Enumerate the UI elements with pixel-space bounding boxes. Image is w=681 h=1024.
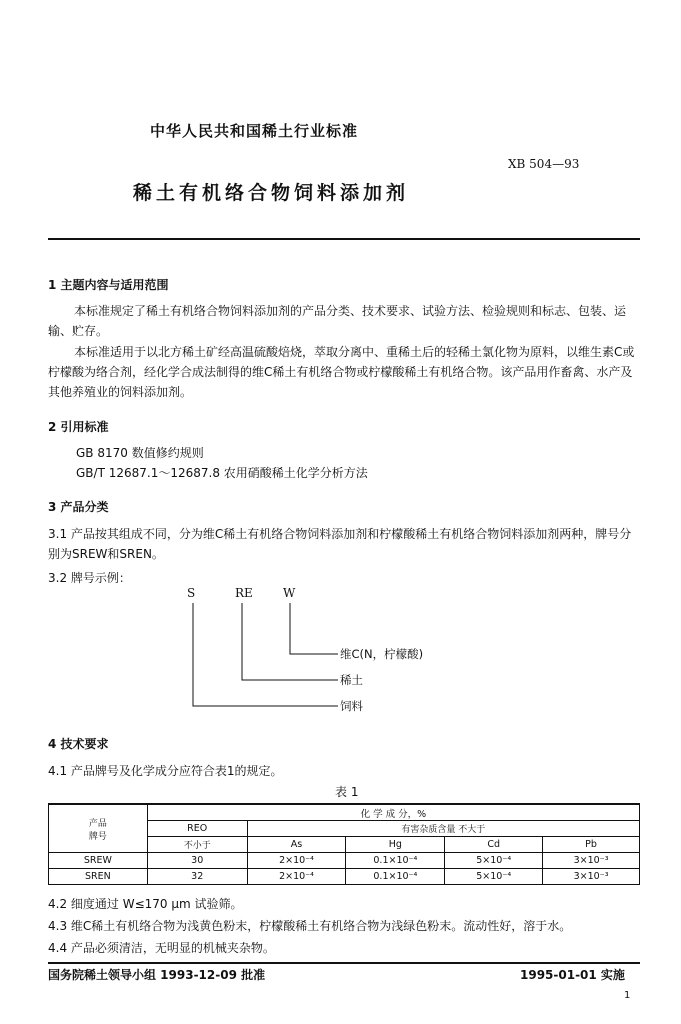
document-title: 稀土有机络合物饲料添加剂 bbox=[133, 182, 410, 204]
as-header: As bbox=[247, 837, 346, 853]
table-row bbox=[49, 869, 640, 885]
pb-cell: 3×10⁻³ bbox=[543, 853, 640, 869]
grade-label-s: 饲料 bbox=[340, 699, 363, 713]
table-caption: 表 1 bbox=[335, 785, 359, 799]
impurity-header: 有害杂质含量 不大于 bbox=[247, 821, 639, 837]
section-3-2-text: 3.2 牌号示例： bbox=[48, 571, 131, 585]
grade-label-w: 维C(N，柠檬酸) bbox=[340, 647, 424, 661]
table-row bbox=[49, 853, 640, 869]
pb-header: Pb bbox=[543, 837, 640, 853]
grade-label-re: 稀土 bbox=[340, 673, 363, 687]
hg-header: Hg bbox=[346, 837, 445, 853]
reo-header: REO bbox=[147, 821, 247, 837]
not-less-than-header: 不小于 bbox=[147, 837, 247, 853]
cd-cell: 5×10⁻⁴ bbox=[445, 853, 543, 869]
section-4-3-text: 4.3 维C稀土有机络合物为浅黄色粉末，柠檬酸稀土有机络合物为浅绿色粉末。流动性好，溶于水。 bbox=[48, 919, 572, 933]
product-header: 产品 bbox=[88, 818, 107, 829]
hg-cell: 0.1×10⁻⁴ bbox=[346, 853, 445, 869]
standard-code: XB 504—93 bbox=[508, 157, 580, 171]
reference-gbt12687: GB/T 12687.1～12687.8 农用硝酸稀土化学分析方法 bbox=[76, 466, 368, 480]
grade-letter-s: S bbox=[187, 586, 196, 600]
approval-line: 国务院稀土领导小组 1993-12-09 批准 bbox=[48, 968, 266, 982]
org-title: 中华人民共和国稀土行业标准 bbox=[150, 122, 359, 140]
hg-cell: 0.1×10⁻⁴ bbox=[346, 869, 445, 885]
page-number: 1 bbox=[624, 990, 631, 1001]
cd-cell: 5×10⁻⁴ bbox=[445, 869, 543, 885]
product-grade-header bbox=[49, 805, 148, 853]
section-1-paragraph-2: 本标准适用于以北方稀土矿经高温硫酸焙烧，萃取分离中、重稀土后的轻稀土氯化物为原料，以维生素C或柠檬酸为络合剂，经化学合成法制得的维C稀土有机络合物或柠檬酸稀土有机络合物。该产品用作畜禽、水产及其他养殖业的饲料添加剂。 bbox=[48, 345, 635, 399]
section-3-heading: 3 产品分类 bbox=[48, 500, 109, 514]
as-cell: 2×10⁻⁴ bbox=[247, 869, 346, 885]
cd-header: Cd bbox=[445, 837, 543, 853]
footer-rule bbox=[48, 962, 640, 964]
reference-gb8170: GB 8170 数值修约规则 bbox=[76, 446, 204, 460]
reo-cell: 30 bbox=[147, 853, 247, 869]
section-3-1-text: 3.1 产品按其组成不同，分为维C稀土有机络合物饲料添加剂和柠檬酸稀土有机络合物饲料添加剂两种，牌号分别为SREW和SREN。 bbox=[48, 527, 632, 561]
grade-letter-re: RE bbox=[235, 586, 253, 600]
effective-date: 1995-01-01 实施 bbox=[520, 968, 625, 982]
section-4-4-text: 4.4 产品必须清洁，无明显的机械夹杂物。 bbox=[48, 941, 275, 955]
grade-header: 牌号 bbox=[88, 831, 107, 842]
reo-cell: 32 bbox=[147, 869, 247, 885]
section-2-heading: 2 引用标准 bbox=[48, 420, 109, 434]
grade-cell: SREN bbox=[49, 869, 148, 885]
grade-cell: SREW bbox=[49, 853, 148, 869]
section-4-1-text: 4.1 产品牌号及化学成分应符合表1的规定。 bbox=[48, 764, 283, 778]
grade-letter-w: W bbox=[283, 586, 296, 600]
section-1-paragraph-1: 本标准规定了稀土有机络合物饲料添加剂的产品分类、技术要求、试验方法、检验规则和标志、包装、运输、贮存。 bbox=[48, 304, 627, 338]
section-4-2-text: 4.2 细度通过 W≤170 μm 试验筛。 bbox=[48, 897, 243, 911]
composition-table bbox=[48, 804, 640, 885]
w-connector bbox=[290, 603, 338, 654]
pb-cell: 3×10⁻³ bbox=[543, 869, 640, 885]
section-4-heading: 4 技术要求 bbox=[48, 737, 109, 751]
section-1-heading: 1 主题内容与适用范围 bbox=[48, 278, 169, 292]
composition-header: 化 学 成 分，% bbox=[147, 805, 639, 821]
as-cell: 2×10⁻⁴ bbox=[247, 853, 346, 869]
